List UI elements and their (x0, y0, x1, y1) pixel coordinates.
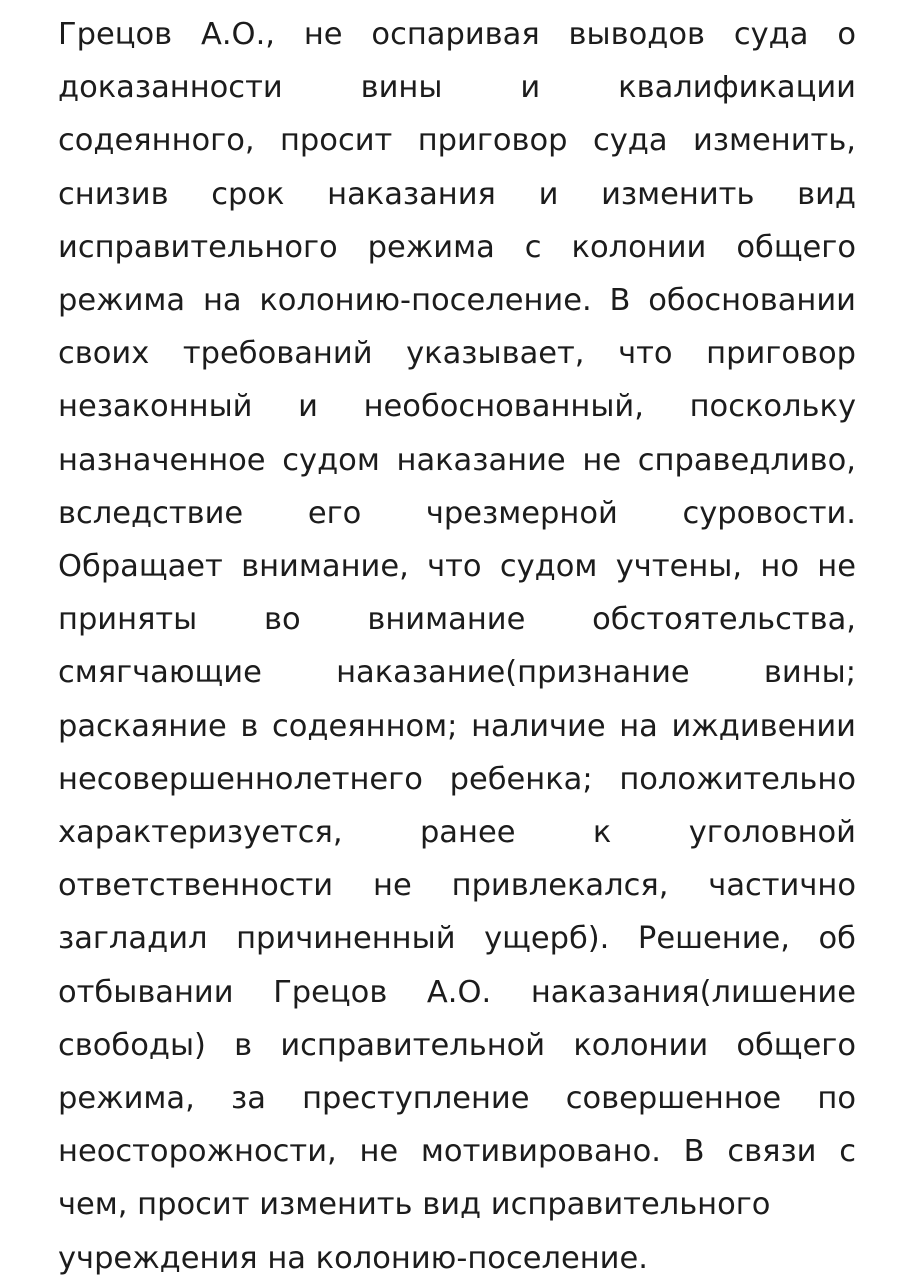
text-segment: Грецов А.О., не оспаривая выводов суда о доказанности вины и квалификации содеянного, просит приговор суда изменить, снизив срок наказания и изменить вид исправительного режима с колонии общего режима на колонию-поселение. (58, 17, 866, 319)
highlighted-phrase: чрезмерной суровости. (425, 495, 856, 531)
highlighted-phrase: незаконный и необоснованный, (58, 389, 644, 425)
text-segment: Обращает внимание, что судом учтены, но не приняты во внимание обстоятельства, смягчающие наказание(признание вины; раскаяние в содеянном; наличие на иждивении несовершеннолетнего ребенка; положительно характеризуется, ранее к уголовной ответственности не привлекался, частично загладил причиненный ущерб). Решение, об отбывании Грецов А.О. наказания(лишение свободы) в исправительной колонии общего режима, за преступление совершенное по неосторожности, не мотивировано. В связи с чем, просит изменить вид исправительного (58, 495, 866, 1223)
highlighted-phrase: В обосновании (609, 283, 857, 319)
document-paragraph (58, 8, 866, 1232)
text-segment: вследствие его (58, 442, 866, 531)
text-segment: своих требований указывает, что приговор (58, 283, 866, 372)
text-segment: поскольку назначенное судом наказание (58, 389, 866, 478)
highlighted-phrase: не справедливо, (582, 442, 856, 478)
document-paragraph-last-line: учреждения на колонию-поселение. (58, 1240, 648, 1276)
